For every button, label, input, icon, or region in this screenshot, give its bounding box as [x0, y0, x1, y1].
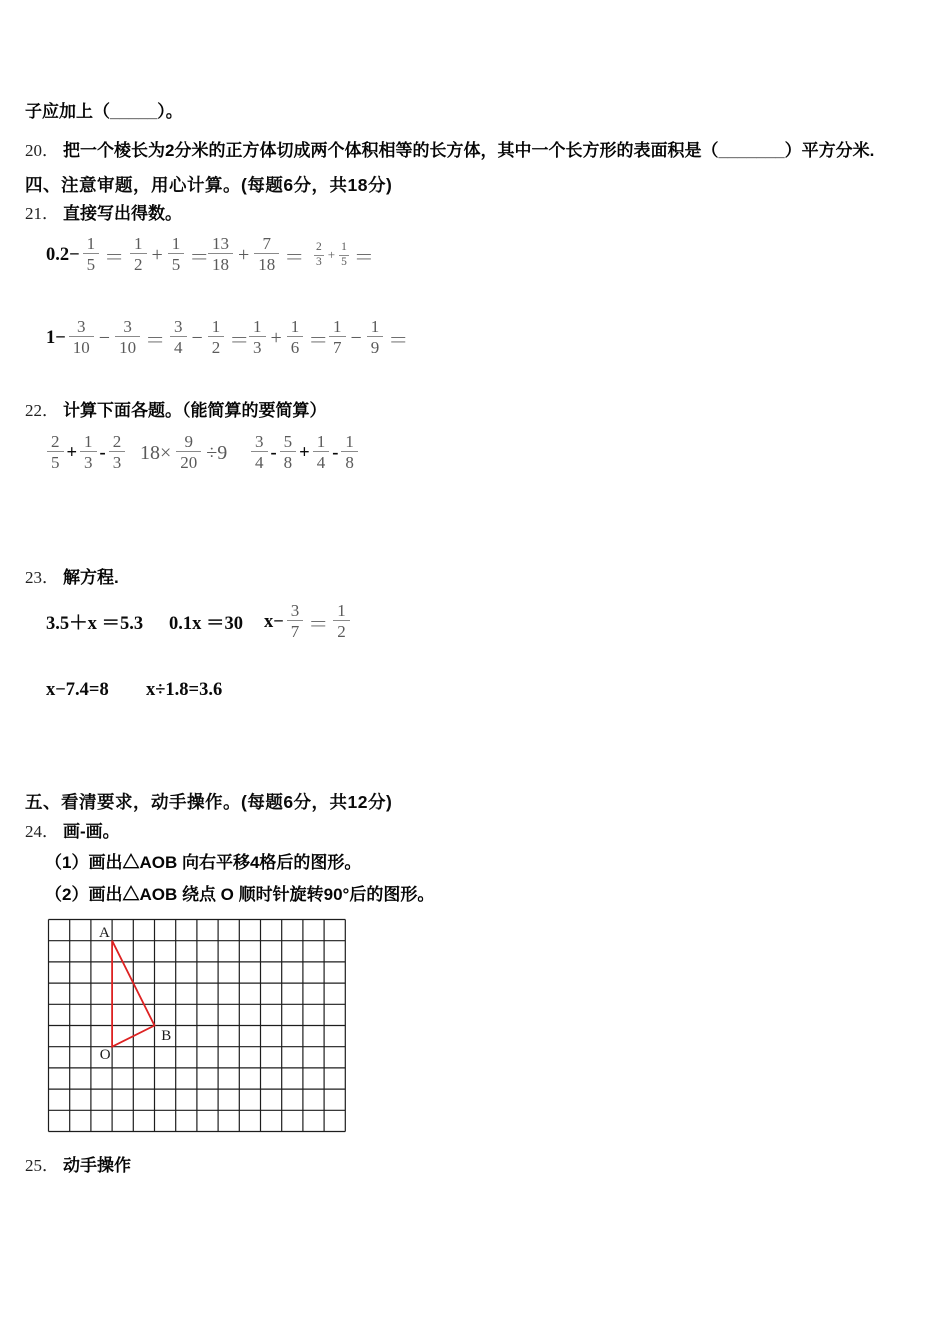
- q22-expression-2: 18× $\frac{9}{20}$ ÷9: [140, 432, 228, 473]
- question-24-text: 画-画。: [63, 822, 120, 841]
- q21-expression-1: 0.2− $\frac{1}{5}$ ＝: [46, 234, 125, 275]
- question-21-title: [25, 199, 182, 224]
- q22-expression-1: $\frac{2}{5}$ + $\frac{1}{3}$ - $\frac{2}{3}$: [45, 426, 127, 480]
- question-23-title: [25, 563, 119, 588]
- q21-expression-7: $\frac{1}{3}$ + $\frac{1}{6}$ ＝: [247, 312, 331, 364]
- q23-equation-5: x÷1.8=3.6: [146, 679, 223, 700]
- q23-equation-4: x−7.4=8: [46, 679, 109, 700]
- section-5-header: 五、看清要求，动手操作。(每题6分，共12分): [25, 792, 393, 812]
- question-22-text: 计算下面各题。（能简算的要简算）: [63, 401, 327, 420]
- q22-expression-3: $\frac{3}{4}$ - $\frac{5}{8}$ + $\frac{1}{4}$ - $\frac{1}{8}$: [249, 426, 360, 480]
- question-20: [25, 136, 874, 161]
- question-24-sub1: （1）画出△AOB 向右平移4格后的图形。: [45, 853, 362, 872]
- question-25-text: 动手操作: [63, 1156, 131, 1175]
- question-21-text: 直接写出得数。: [63, 204, 182, 223]
- q23-equation-2: 0.1x ＝30: [169, 614, 244, 634]
- question-22-number: 22．: [25, 401, 59, 420]
- q23-equation-3: x− $\frac{3}{7}$ ＝ $\frac{1}{2}$: [263, 594, 352, 650]
- question-21-number: 21．: [25, 204, 59, 223]
- question-19-tail: 子应加上（_____）。: [25, 102, 183, 121]
- translation-grid: [47, 918, 347, 1138]
- question-24-title: [25, 817, 120, 842]
- question-24-sub2: （2）画出△AOB 绕点 O 顺时针旋转90°后的图形。: [45, 885, 435, 904]
- q21-expression-2: $\frac{1}{2}$ + $\frac{1}{5}$ ＝: [128, 229, 212, 281]
- q21-expression-8: $\frac{1}{7}$ − $\frac{1}{9}$ ＝: [327, 312, 411, 364]
- question-25-number: 25．: [25, 1156, 59, 1175]
- q21-expression-5: 1− $\frac{3}{10}$ − $\frac{3}{10}$ ＝: [46, 317, 166, 358]
- q21-expression-4: $\frac{2}{3}$ + $\frac{1}{5}$ ＝: [316, 241, 374, 269]
- vertex-label-A: A: [98, 924, 110, 941]
- section-4-header: 四、注意审题，用心计算。(每题6分，共18分): [25, 175, 393, 195]
- question-25-title: [25, 1151, 131, 1176]
- vertex-label-O: O: [99, 1046, 111, 1063]
- q23-equation-1: 3.5＋x ＝5.3: [46, 614, 144, 634]
- question-20-text: 把一个棱长为2分米的正方体切成两个体积相等的长方体，其中一个长方形的表面积是（_______）平方分米.: [63, 141, 875, 160]
- question-24-number: 24．: [25, 822, 59, 841]
- question-22-title: [25, 396, 327, 421]
- q21-expression-6: $\frac{3}{4}$ − $\frac{1}{2}$ ＝: [168, 312, 252, 364]
- question-23-text: 解方程.: [63, 568, 119, 587]
- question-20-number: 20．: [25, 141, 59, 160]
- q21-expression-3: $\frac{13}{18}$ + $\frac{7}{18}$ ＝: [206, 229, 307, 281]
- question-23-number: 23．: [25, 568, 59, 587]
- vertex-label-B: B: [161, 1027, 172, 1044]
